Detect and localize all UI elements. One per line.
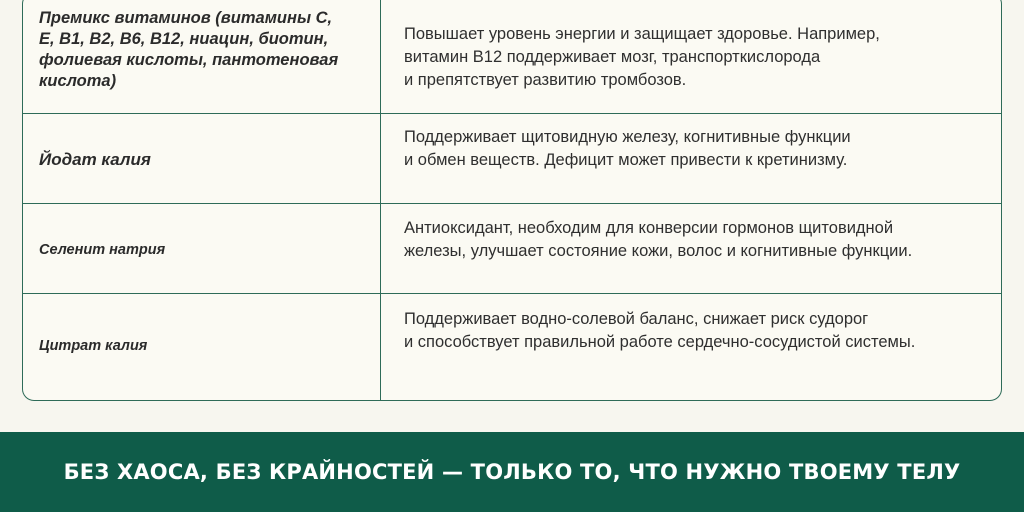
- table-row: [23, 294, 1001, 401]
- slogan-banner: [0, 432, 1024, 512]
- table-row: [23, 204, 1001, 294]
- ingredients-table: [22, 0, 1002, 401]
- ingredient-description: Поддерживает щитовидную железу, когнитивные функции и обмен веществ. Дефицит может привести к кретинизму.: [404, 128, 851, 169]
- table-row: [23, 114, 1001, 204]
- ingredient-name: Премикс витаминов (витамины С, Е, В1, В2, В6, В12, ниацин, биотин, фолиевая кислоты, пантотеновая кислота): [39, 9, 339, 90]
- ingredient-name: Йодат калия: [39, 150, 151, 169]
- ingredient-name: Цитрат калия: [39, 338, 148, 354]
- ingredient-description: Поддерживает водно-солевой баланс, снижает риск судорог и способствует правильной работе сердечно-сосудистой системы.: [404, 310, 916, 351]
- table-row: [23, 0, 1001, 114]
- ingredient-description: Повышает уровень энергии и защищает здоровье. Например, витамин В12 поддерживает мозг, транспорткислорода и препятствует развитию тромбозов.: [404, 25, 880, 89]
- slogan-text: БЕЗ ХАОСА, БЕЗ КРАЙНОСТЕЙ — ТОЛЬКО ТО, ЧТО НУЖНО ТВОЕМУ ТЕЛУ: [63, 460, 961, 484]
- ingredient-name: Селенит натрия: [39, 242, 166, 258]
- ingredient-description: Антиоксидант, необходим для конверсии гормонов щитовидной железы, улучшает состояние кожи, волос и когнитивные функции.: [404, 219, 913, 260]
